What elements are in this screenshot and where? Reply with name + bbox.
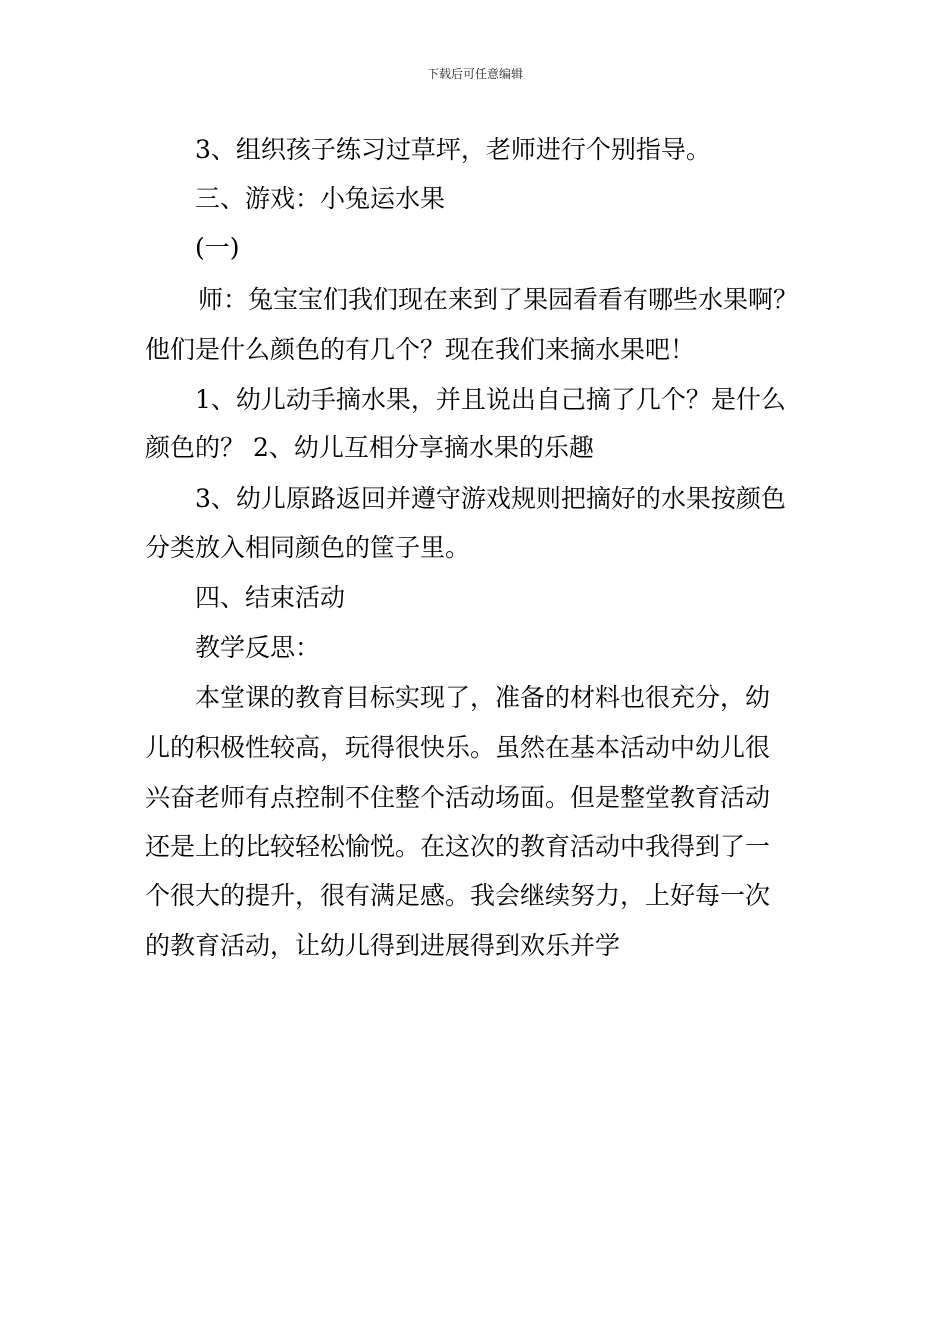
paragraph-line: 分类放入相同颜色的筐子里。 [145, 533, 471, 562]
paragraph-line: 本堂课的教育目标实现了，准备的材料也很充分，幼 [195, 683, 771, 712]
paragraph-line: 兴奋老师有点控制不住整个活动场面。但是整堂教育活动 [145, 783, 771, 812]
paragraph-line: 3、组织孩子练习过草坪，老师进行个别指导。 [195, 135, 711, 164]
section-heading: 教学反思： [195, 633, 321, 662]
paragraph-line: 师：兔宝宝们我们现在来到了果园看看有哪些水果啊？ [198, 285, 799, 314]
section-heading: 三、游戏：小兔运水果 [195, 184, 446, 213]
paragraph-line: 1、幼儿动手摘水果，并且说出自己摘了几个？是什么 [195, 385, 786, 414]
section-heading: 四、结束活动 [195, 583, 346, 612]
subsection-heading: (一) [195, 233, 240, 262]
paragraph-line: 他们是什么颜色的有几个？现在我们来摘水果吧！ [145, 335, 696, 364]
paragraph-line: 3、幼儿原路返回并遵守游戏规则把摘好的水果按颜色 [195, 484, 786, 513]
paragraph-line: 颜色的？ 2、幼儿互相分享摘水果的乐趣 [145, 433, 594, 462]
paragraph-line: 的教育活动，让幼儿得到进展得到欢乐并学 [145, 931, 621, 960]
header-note: 下载后可任意编辑 [426, 67, 523, 81]
paragraph-line: 还是上的比较轻松愉悦。在这次的教育活动中我得到了一 [145, 832, 771, 861]
paragraph-line: 个很大的提升，很有满足感。我会继续努力，上好每一次 [145, 881, 771, 910]
paragraph-line: 儿的积极性较高，玩得很快乐。虽然在基本活动中幼儿很 [145, 733, 771, 762]
